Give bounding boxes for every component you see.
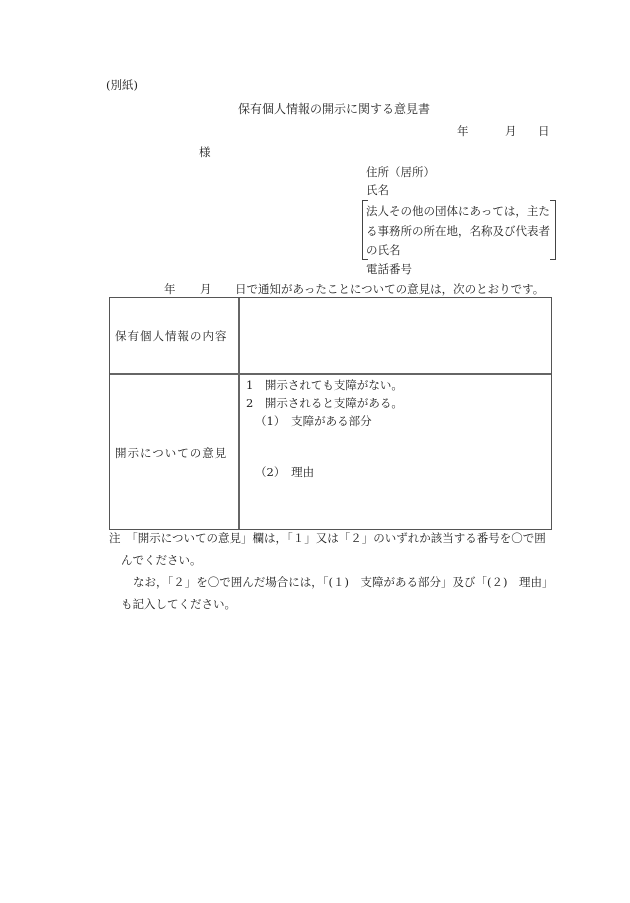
phone-label: 電話番号	[366, 262, 412, 276]
attachment-label: (別紙)	[106, 78, 138, 92]
note-line: も記入してください。	[121, 597, 236, 611]
note-line: なお，「２」を〇で囲んだ場合には，「(１) 支障がある部分」及び「(２) 理由」	[133, 575, 554, 589]
name-label: 氏名	[366, 183, 389, 197]
note-line: 注 「開示についての意見」欄は，「１」又は「２」のいずれか該当する番号を〇で囲	[109, 531, 546, 545]
intro-text: 日で通知があったことについての意見は，次のとおりです。	[235, 282, 545, 296]
page-title: 保有個人情報の開示に関する意見書	[238, 102, 431, 116]
option-2[interactable]: 2 開示されると支障がある。	[246, 396, 403, 410]
intro-month: 月	[200, 282, 212, 296]
corporate-note-line: 法人その他の団体にあっては，主た	[366, 204, 550, 218]
option-1[interactable]: 1 開示されても支障がない。	[246, 378, 403, 392]
address-label: 住所（居所）	[366, 165, 435, 179]
opinion-table	[109, 297, 552, 530]
note-line: んでください。	[121, 553, 202, 567]
sub-item-affected-part: （1） 支障がある部分	[255, 414, 372, 428]
date-month: 月	[505, 124, 517, 138]
corporate-note-line: の氏名	[366, 243, 401, 257]
addressee-suffix: 様	[199, 145, 211, 159]
date-year: 年	[457, 124, 469, 138]
intro-year: 年	[164, 282, 176, 296]
date-day: 日	[538, 124, 550, 138]
content-field[interactable]	[244, 302, 544, 370]
row-label-content: 保有個人情報の内容	[115, 329, 228, 343]
row-label-opinion: 開示についての意見	[115, 446, 228, 460]
corporate-note-line: る事務所の所在地，名称及び代表者	[366, 224, 550, 238]
sub-item-reason: （2） 理由	[255, 465, 315, 479]
